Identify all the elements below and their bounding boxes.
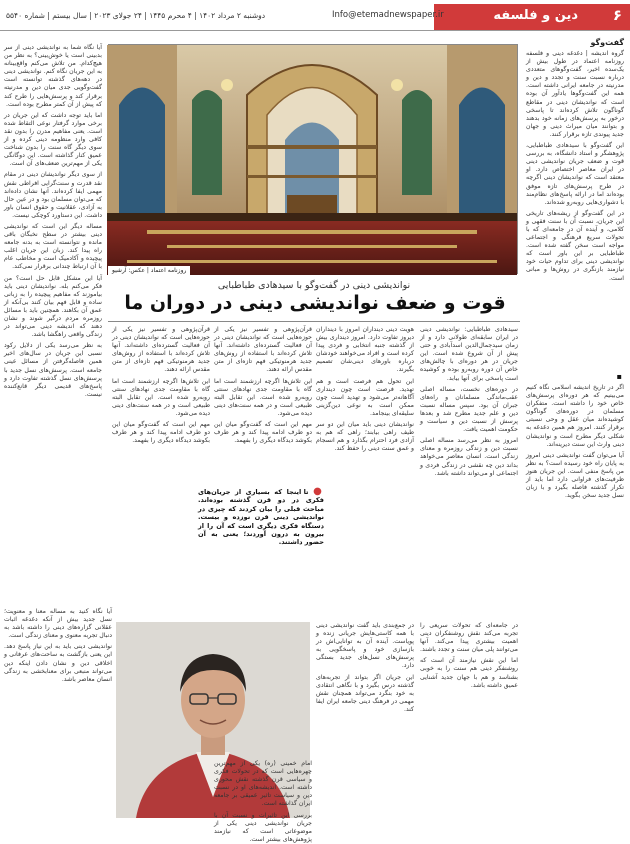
paragraph: این گفت‌وگو با سیدهادی طباطبایی، پژوهشگر و استاد دانشگاه، به بررسی قوت و ضعف جریان نواندیشی دینی در ایران معاصر اختصاص دارد. او معتقد است که نواندیشان دینی اگرچه در طرح پرسش‌های تازه موفق بوده‌اند اما در ارائه پاسخ‌های نظام‌مند با دشواری‌هایی روبه‌رو شده‌اند. — [526, 142, 624, 206]
date-line: دوشنبه ۲ مرداد ۱۴۰۲ | ۴ محرم ۱۴۴۵ | ۲۴ جولای ۲۰۲۳ | سال بیستم | شماره ۵۵۴۰ — [6, 11, 266, 20]
paragraph: در جمع‌بندی باید گفت نواندیشی دینی با همه کاستی‌هایش جریانی زنده و پویاست. آینده آن به توانایی‌اش در بازسازی خود و پاسخگویی به پرسش‌های نسل‌های جدید بستگی دارد. — [316, 622, 414, 670]
paragraph: از سوی دیگر نواندیشان دینی در مقام نقد قدرت و سنت‌گرایی افراطی نقش مهمی ایفا کرده‌اند. آنها نشان داده‌اند که می‌توان مسلمان بود و در عین حال به آزادی، عقلانیت و حقوق انسان باور داشت. این دستاورد کوچکی نیست. — [4, 171, 102, 219]
paragraph: آیا این مشکل قابل حل است؟ من فکر می‌کنم بله. نواندیشان دینی باید بیاموزند که مفاهیم پیچیده را به زبانی ساده و قابل فهم بیان کنند بی‌آنکه از عمق آن بکاهند. همچنین باید با مسائل روزمره مردم درگیر شوند و نشان دهند که اندیشه دینی می‌تواند در زندگی واقعی راهگشا باشد. — [4, 274, 102, 339]
header-divider — [0, 30, 630, 31]
paragraph: به نظر می‌رسد یکی از دلایل رکود نسبی این جریان در سال‌های اخیر همین فاصله‌گرفتن از مسائل عینی جامعه است. پرسش‌های نسل جدید با پرسش‌های نسل گذشته تفاوت دارد و پاسخ‌های قدیمی دیگر قانع‌کننده نیست. — [4, 342, 102, 398]
paragraph: امروز به نظر می‌رسد مساله اصلی نسبت دین و زندگی روزمره و معنای زندگی است. انسان معاصر می‌خواهد بداند دین چه نقشی در زندگی فردی و اجتماعی او می‌تواند داشته باشد. — [420, 437, 518, 477]
paragraph: مهم این است که گفت‌وگو میان این دو طرف ادامه پیدا کند و هر طرف بکوشد دیدگاه دیگری را بفهمد. — [214, 421, 312, 445]
paragraph: آیا می‌توان گفت نواندیشی دینی امروز به پایان راه خود رسیده است؟ به نظر من پاسخ منفی است. این جریان هنوز ظرفیت‌های فراوانی دارد اما باید از تکرار گذشته فاصله بگیرد و با زبان نسل جدید سخن بگوید. — [526, 451, 624, 500]
pull-quote-text: تا اینجا که بسیاری از جریان‌های فکری در دو قرن گذشته بوده‌اند. مباحث قبلی را بیان کردند که چیزی در نواندیشی دینی قرن نوزده و بیست. دستگاه فکری دیگری است که آن را از بیرون به درون آوردند؛ یعنی به آن حضور داشتند. — [198, 488, 324, 547]
article-tag: گفت‌وگو — [590, 38, 624, 47]
paragraph: مساله دیگر این است که نواندیشی دینی بیشتر در سطح نخبگان باقی مانده و نتوانسته است به بدنه جامعه راه پیدا کند. زبان این جریان اغلب پیچیده و آکادمیک است و مخاطب عام با آن ارتباط چندانی برقرار نمی‌کند. — [4, 222, 102, 271]
paragraph: بررسی این تاثیرات و نسبت آن با جریان نواندیشی دینی یکی از موضوعاتی است که نیازمند پژوهش‌های بیشتر است. — [214, 811, 312, 843]
email-link[interactable]: Info@etemadnewspaper.ir — [332, 10, 444, 20]
article-column-bottom-left — [214, 760, 312, 843]
masthead — [0, 0, 630, 34]
paragraph: اما این نقش نیازمند آن است که روشنفکر دینی هم سنت را به خوبی بشناسد و هم با جهان جدید آشنایی عمیق داشته باشد. — [420, 657, 518, 689]
paragraph: اگر در تاریخ اندیشه اسلامی نگاه کنیم می‌بینیم که هر دوره‌ای پرسش‌های خاص خود را داشته است. متفکران مسلمان در دوره‌های گوناگون کوشیده‌اند میان عقل و وحی نسبتی برقرار کنند. امروز هم همین دغدغه به شکلی دیگر مطرح است و نواندیشان دینی وارث این سنت دیرینه‌اند. — [526, 384, 624, 448]
article-column-mid-right — [420, 326, 518, 616]
paragraph: امام خمینی (ره) یکی از مهم‌ترین چهره‌هایی است که در تحولات فکری و سیاسی قرن گذشته نقش محوری داشته است. اندیشه‌های او در نسبت دین و سیاست تاثیر عمیقی بر جامعه ایران گذاشته است. — [214, 760, 312, 808]
article-kicker: نواندیشی دینی در گفت‌وگو با سیدهادی طباطبایی — [217, 280, 411, 291]
paragraph: این جریان اگر بتواند از تجربه‌های گذشته درس بگیرد و با نگاهی انتقادی به خود بنگرد می‌تواند همچنان نقش مهمی در فرهنگ دینی جامعه ایران ایفا کند. — [316, 673, 414, 713]
paragraph: در جامعه‌ای که تحولات سریعی را تجربه می‌کند نقش روشنفکران دینی اهمیت بیشتری پیدا می‌کند. آنها می‌توانند پلی میان سنت و تجدد باشند. — [420, 622, 518, 654]
article-column-far-right — [526, 50, 624, 368]
paragraph: در دوره‌های نخست، مساله اصلی عقب‌ماندگی مسلمانان و راه‌های جبران آن بود. سپس مساله نسبت دین و علم جدید مطرح شد و بعدها پرسش از نسبت دین و سیاست و حکومت اهمیت یافت. — [420, 385, 518, 434]
paragraph: نواندیشان دینی باید میان این دو سر طیف راهی بیابند؛ راهی که هم به آزادی فرد احترام بگذارد و هم انسجام و عمق سنت دینی را حفظ کند. — [316, 421, 414, 453]
quote-mark-icon: ● — [313, 486, 324, 497]
paragraph: آیا نگاه شما به نواندیشی دینی از سر بدبینی است یا خوش‌بینی؟ به نظر من هیچ‌کدام. من تلاش می‌کنم واقع‌بینانه به این جریان نگاه کنم. نواندیشی دینی در دهه‌های گذشته توانسته است گفت‌وگویی جدی میان دین و مدرنیته برقرار کند و پرسش‌هایی را طرح کند که پیش از آن کمتر مطرح بوده است. — [4, 44, 102, 108]
paragraph: اما باید توجه داشت که این جریان در برخی موارد گرفتار نوعی التقاط شده است. یعنی مفاهیم مدرن را بدون نقد کافی وارد منظومه دینی کرده و از سوی دیگر گاه سنت را بدون شناخت عمیق کنار گذاشته است. این دوگانگی یکی از مهم‌ترین ضعف‌های آن است. — [4, 111, 102, 168]
section-banner — [434, 4, 630, 30]
paragraph: این تلاش‌ها اگرچه ارزشمند است اما گاه با مقاومت جدی نهادهای سنتی روبه‌رو شده است. این تقابل البته طبیعی است و در همه سنت‌های دینی دیده می‌شود. — [112, 377, 210, 417]
article-column-mid-left — [214, 326, 312, 484]
paragraph: آیا نگاه کنید به مساله معنا و معنویت؛ نسل جدید بیش از آنکه دغدغه اثبات عقلانی گزاره‌های دینی را داشته باشد به دنبال تجربه معنوی و معنای زندگی است. — [4, 608, 112, 640]
paragraph: قرآن‌پژوهی و تفسیر نیز یکی از حوزه‌هایی است که نواندیشان دینی در آن فعالیت گسترده‌ای داشته‌اند. آنها تلاش کرده‌اند با استفاده از روش‌های جدید هرمنوتیکی فهم تازه‌ای از متن مقدس ارائه دهند. — [112, 326, 210, 374]
paragraph: قرآن‌پژوهی و تفسیر نیز یکی از حوزه‌هایی است که نواندیشان دینی در آن فعالیت گسترده‌ای داشته‌اند. آنها تلاش کرده‌اند با استفاده از روش‌های جدید هرمنوتیکی فهم تازه‌ای از متن مقدس ارائه دهند. — [214, 326, 312, 374]
article-column-mid-left-2 — [112, 326, 210, 616]
article-headline: قوت و ضعف نواندیشی دینی در دوران ما — [124, 292, 506, 314]
article-column-mid-center — [316, 326, 414, 616]
paragraph: نواندیشی دینی باید به این نیاز پاسخ دهد. این یعنی بازگشت به ساحت‌های عرفانی و اخلاقی دین و نشان دادن اینکه دین می‌تواند منبعی برای معنابخشی به زندگی انسان معاصر باشد. — [4, 643, 112, 683]
paragraph: گروه اندیشه | دغدغه دینی و فلسفه روزنامه اعتماد در طول بیش از یک‌سده اخیر، گفت‌وگوهای متعددی درباره نسبت سنت و تجدد و دین و مدرنیته در جامعه ایرانی داشته است. همه این گفت‌وگوها یادآور آن بوده است که نواندیشان دینی در مقاطع گوناگون تلاش کرده‌اند تا پاسخی درخور به پرسش‌های زمانه خود بدهند و بتوانند میان میراث دینی و جهان جدید پیوندی تازه برقرار کنند. — [526, 50, 624, 138]
paragraph: سیدهادی طباطبایی: نواندیشی دینی در ایران سابقه‌ای طولانی دارد و از زمان سیدجمال‌الدین اسدآبادی و حتی پیش از آن شروع شده است. این جریان در هر دوره‌ای با چالش‌های خاص آن دوره روبه‌رو بوده و کوشیده است پاسخی برای آنها بیابد. — [420, 326, 518, 382]
pull-quote — [198, 488, 324, 547]
paragraph: این تلاش‌ها اگرچه ارزشمند است اما گاه با مقاومت جدی نهادهای سنتی روبه‌رو شده است. این تقابل البته طبیعی است و در همه سنت‌های دینی دیده می‌شود. — [214, 377, 312, 417]
article-column-left-lower — [4, 608, 112, 816]
article-column-bottom-center — [316, 622, 414, 816]
paragraph: مهم این است که گفت‌وگو میان این دو طرف ادامه پیدا کند و هر طرف بکوشد دیدگاه دیگری را بفهمد. — [112, 421, 210, 445]
paragraph: در این گفت‌وگو از ریشه‌های تاریخی این جریان، نسبت آن با سنت فقهی و کلامی، و آینده آن در جامعه‌ای که با تحولات سریع فرهنگی و اجتماعی مواجه است سخن گفته شده است. طباطبایی بر این باور است که نواندیشی دینی برای تداوم حیات خود نیازمند بازنگری در روش‌ها و مبانی است. — [526, 209, 624, 282]
section-title: دین و فلسفه — [493, 8, 578, 23]
paragraph: این تحول هم فرصت است و هم تهدید. فرصت است چون دینداری آگاهانه‌تر می‌شود و تهدید است چون ممکن است به نوعی دین‌گزینی سلیقه‌ای بینجامد. — [316, 377, 414, 417]
column-subhead: ▪ — [616, 372, 622, 381]
article-column-left — [4, 44, 102, 604]
paragraph: هویت دینی دینداران امروز با دینداران دیروز تفاوت دارد. امروز دینداری بیش از گذشته جنبه انتخابی و فردی پیدا کرده است و افراد می‌خواهند خودشان درباره باورهای دینی‌شان تصمیم بگیرند. — [316, 326, 414, 374]
photo-credit: روزنامه اعتماد | عکس: آرشیو — [108, 266, 190, 275]
mosque-interior-illustration — [107, 45, 517, 275]
page-number: ۶ — [612, 6, 622, 24]
mosque-interior-photo — [108, 44, 518, 274]
article-column-far-right-lower — [526, 384, 624, 816]
article-column-bottom-right — [420, 622, 518, 816]
headline-divider — [108, 321, 520, 322]
